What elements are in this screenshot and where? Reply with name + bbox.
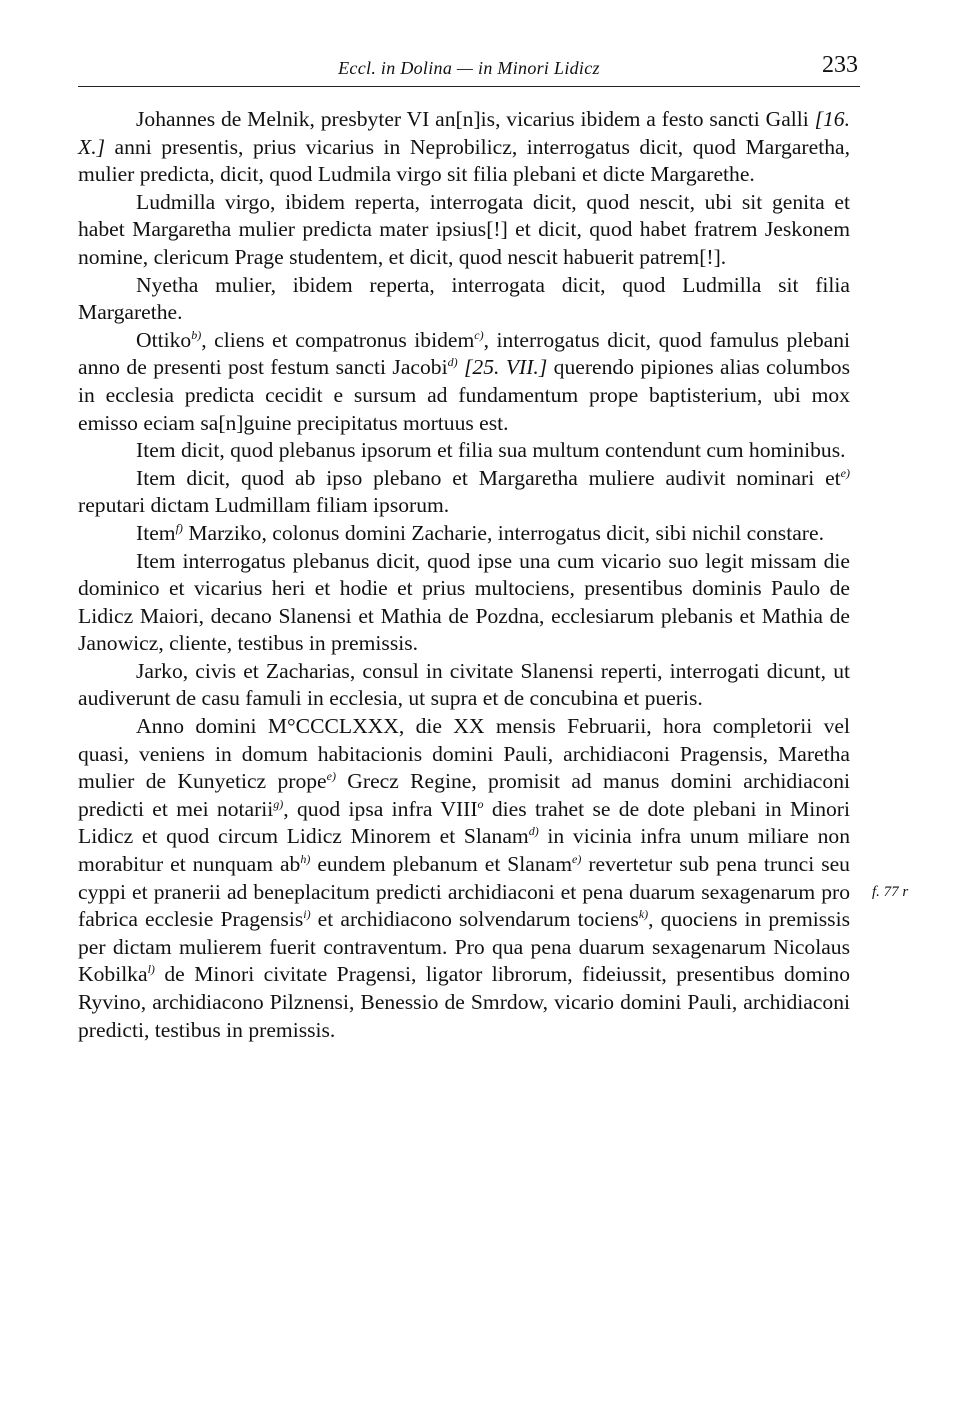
text-segment: in vicinia infra unum miliare non morabitur et nunquam ab [78, 824, 850, 877]
footnote-marker: d) [528, 824, 539, 839]
text-segment: Item dicit, quod ab ipso plebano et Margaretha muliere audivit nominari et [136, 465, 841, 490]
text-segment: dies trahet se de dote plebani in Minori Lidicz et quod circum Lidicz Minorem et Slanam [78, 796, 850, 849]
paragraph [78, 272, 850, 327]
text-segment: Item interrogatus plebanus dicit, quod ipse una cum vicario suo legit missam die dominico et vicarius heri et hodie et prius multociens, presentibus dominis Paulo de Lidicz Maiori, decano Slanensi et Mathia de Pozdna, ecclesiarum plebanis et Mathia de Janowicz, cliente, testibus in premissis. [78, 548, 850, 656]
text-segment: , quociens in premissis per dictam mulierem fuerit contraventum. Pro qua pena duarum sexagenarum Nicolaus Kobilka [78, 907, 850, 987]
running-header [78, 52, 860, 87]
footnote-marker: f) [175, 520, 183, 535]
text-segment: Jarko, civis et Zacharias, consul in civitate Slanensi reperti, interrogati dicunt, ut audiverunt de casu famuli in ecclesia, ut supra et de concubina et pueris. [78, 658, 850, 711]
text-segment: querendo pipiones alias columbos in ecclesia predicta cecidit e sursum ad fundamentum prope baptisterium, ubi mox emisso eciam sa[n]guine precipitatus mortuus est. [78, 355, 851, 435]
footnote-marker: o [477, 796, 484, 811]
footnote-marker: e) [572, 852, 582, 867]
paragraph [78, 189, 850, 272]
footnote-marker: k) [638, 907, 649, 922]
body-text [78, 106, 850, 1044]
text-segment: Item dicit, quod plebanus ipsorum et filia sua multum contendunt cum hominibus. [136, 438, 846, 463]
text-segment: Item [136, 520, 176, 545]
paragraph [78, 713, 850, 1044]
footnote-marker: g) [273, 796, 284, 811]
paragraph [78, 465, 850, 520]
text-segment: de Minori civitate Pragensi, ligator librorum, fideiussit, presentibus domino Ryvino, archidiacono Pilznensi, Benessio de Smrdow, vicario domini Pauli, archidiaconi predicti, testibus in premissis. [78, 962, 850, 1042]
text-segment: Nyetha mulier, ibidem reperta, interrogata dicit, quod Ludmilla sit filia Margarethe. [78, 272, 850, 325]
text-segment: Ottiko [136, 327, 192, 352]
paragraph [78, 520, 850, 548]
text-segment: Anno domini M°CCCLXXX, die XX mensis Februarii, hora completorii vel quasi, veniens in domum habitacionis domini Pauli, archidiaconi Pragensis, Maretha mulier de Kunyeticz prope [78, 714, 850, 794]
paragraph [78, 437, 850, 465]
text-segment: Johannes de Melnik, presbyter VI an[n]is, vicarius ibidem a festo sancti Galli [136, 107, 815, 131]
paragraph [78, 658, 850, 713]
text-segment: , quod ipsa infra VIII [283, 796, 478, 821]
text-segment: anni presentis, prius vicarius in Neprobilicz, interrogatus dicit, quod Margaretha, mulier predicta, dicit, quod Ludmila virgo sit filia plebani et dicte Margarethe. [78, 134, 850, 187]
date-annotation: [16. X.] [78, 107, 850, 159]
text-segment: Ludmilla virgo, ibidem reperta, interrogata dicit, quod nescit, ubi sit genita et habet Margaretha mulier predicta mater ipsius[!] et dicit, quod habet fratrem Jeskonem nomine, clericum Prage studentem, et dicit, quod nescit habuerit patrem[!]. [78, 189, 850, 269]
footnote-marker: b) [191, 327, 202, 342]
paragraph [78, 106, 850, 189]
text-segment: reputari dictam Ludmillam filiam ipsorum. [78, 493, 450, 518]
folio-margin-note: f. 77 r [872, 884, 909, 900]
text-segment: revertetur sub pena trunci seu cyppi et pranerii ad beneplacitum predicti archidiaconi et pena duarum sexagenarum pro fabrica ecclesie Pragensis [78, 852, 850, 932]
text-segment: , interrogatus dicit, quod famulus plebani anno de presenti post festum sancti Jacobi [78, 327, 851, 380]
paragraph [78, 548, 850, 658]
footnote-marker: c) [474, 327, 484, 342]
footnote-marker: d) [447, 355, 458, 370]
text-segment: Grecz Regine, promisit ad manus domini archidiaconi predicti et mei notarii [78, 769, 850, 821]
footnote-marker: e) [326, 769, 336, 784]
text-segment: et archidiacono solvendarum tociens [310, 907, 639, 932]
footnote-marker: i) [303, 907, 311, 922]
footnote-marker: h) [300, 852, 311, 867]
date-annotation: [25. VII.] [464, 355, 548, 380]
text-segment: Marziko, colonus domini Zacharie, interrogatus dicit, sibi nichil constare. [182, 520, 824, 545]
text-segment: , cliens et compatronus ibidem [201, 327, 475, 352]
paragraph [78, 327, 850, 437]
footnote-marker: l) [147, 962, 155, 977]
text-segment: eundem plebanum et Slanam [310, 852, 573, 877]
page-number: 233 [822, 52, 858, 78]
running-title: Eccl. in Dolina — in Minori Lidicz [338, 58, 600, 78]
footnote-marker: e) [840, 465, 850, 480]
